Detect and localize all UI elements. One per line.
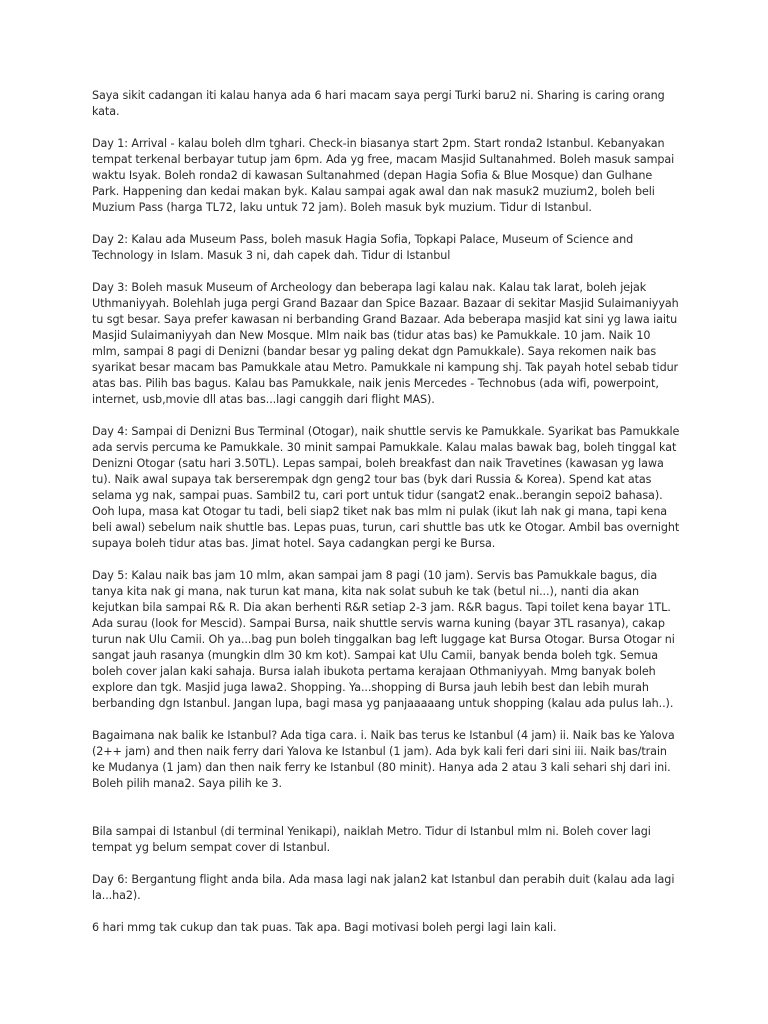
day-6-paragraph: Day 6: Bergantung flight anda bila. Ada masa lagi nak jalan2 kat Istanbul dan perabih duit (kalau ada lagi la...ha2). (92, 873, 675, 902)
document-page (92, 88, 680, 952)
day-4-paragraph: Day 4: Sampai di Denizni Bus Terminal (Otogar), naik shuttle servis ke Pamukkale. Syarikat bas Pamukkale ada servis percuma ke Pamukkale. 30 minit sampai Pamukkale. Kalau malas bawak bag, boleh tinggal kat Denizni Otogar (satu hari 3.50TL). Lepas sampai, boleh breakfast dan naik Travetines (kawasan yg lawa tu). Naik awal supaya tak berserempak dgn geng2 tour bas (byk dari Russia & Korea). Spend kat atas selama yg nak, sampai puas. Sambil2 tu, cari port untuk tidur (sangat2 enak..berangin sepoi2 bahasa). Ooh lupa, masa kat Otogar tu tadi, beli siap2 tiket nak bas mlm ni pulak (ikut lah nak gi mana, tapi kena beli awal) sebelum naik shuttle bas. Lepas puas, turun, cari shuttle bas utk ke Otogar. Ambil bas overnight supaya boleh tidur atas bas. Jimat hotel. Saya cadangkan pergi ke Bursa. (92, 425, 680, 550)
day-1-paragraph: Day 1: Arrival - kalau boleh dlm tghari. Check-in biasanya start 2pm. Start ronda2 Istanbul. Kebanyakan tempat terkenal berbayar tutup jam 6pm. Ada yg free, macam Masjid Sultanahmed. Boleh masuk sampai waktu Isyak. Boleh ronda2 di kawasan Sultanahmed (depan Hagia Sofia & Blue Mosque) dan Gulhane Park. Happening dan kedai makan byk. Kalau sampai agak awal dan nak masuk2 muzium2, boleh beli Muzium Pass (harga TL72, laku untuk 72 jam). Boleh masuk byk muzium. Tidur di Istanbul. (92, 137, 675, 214)
closing-paragraph: 6 hari mmg tak cukup dan tak puas. Tak apa. Bagi motivasi boleh pergi lagi lain kali. (92, 921, 557, 934)
day-5-paragraph: Day 5: Kalau naik bas jam 10 mlm, akan sampai jam 8 pagi (10 jam). Servis bas Pamukkale bagus, dia tanya kita nak gi mana, nak turun kat mana, kita nak solat subuh ke tak (betul ni...), nanti dia akan kejutkan bila sampai R& R. Dia akan berhenti R&R setiap 2-3 jam. R&R bagus. Tapi toilet kena bayar 1TL. Ada surau (look for Mescid). Sampai Bursa, naik shuttle servis warna kuning (bayar 3TL rasanya), cakap turun nak Ulu Camii. Oh ya...bag pun boleh tinggalkan bag left luggage kat Bursa Otogar. Bursa Otogar ni sangat jauh rasanya (mungkin dlm 30 km kot). Sampai kat Ulu Camii, banyak benda boleh tgk. Semua boleh cover jalan kaki sahaja. Bursa ialah ibukota pertama kerajaan Othmaniyyah. Mmg banyak boleh explore dan tgk. Masjid juga lawa2. Shopping. Ya...shopping di Bursa jauh lebih best dan lebih murah berbanding dgn Istanbul. Jangan lupa, bagi masa yg panjaaaaang untuk shopping (kalau ada pulus lah..). (92, 569, 675, 710)
day-3-paragraph: Day 3: Boleh masuk Museum of Archeology dan beberapa lagi kalau nak. Kalau tak larat, boleh jejak Uthmaniyyah. Bolehlah juga pergi Grand Bazaar dan Spice Bazaar. Bazaar di sekitar Masjid Sulaimaniyyah tu sgt besar. Saya prefer kawasan ni berbanding Grand Bazaar. Ada beberapa masjid kat sini yg lawa iaitu Masjid Sulaimaniyyah dan New Mosque. Mlm naik bas (tidur atas bas) ke Pamukkale. 10 jam. Naik 10 mlm, sampai 8 pagi di Denizni (bandar besar yg paling dekat dgn Pamukkale). Saya rekomen naik bas syarikat besar macam bas Pamukkale atau Metro. Pamukkale ni kampung shj. Tak payah hotel sebab tidur atas bas. Pilih bas bagus. Kalau bas Pamukkale, naik jenis Mercedes - Technobus (ada wifi, powerpoint, internet, usb,movie dll atas bas...lagi canggih dari flight MAS). (92, 281, 679, 406)
istanbul-arrival-paragraph: Bila sampai di Istanbul (di terminal Yenikapi), naiklah Metro. Tidur di Istanbul mlm ni. Boleh cover lagi tempat yg belum sempat cover di Istanbul. (92, 825, 651, 854)
day-2-paragraph: Day 2: Kalau ada Museum Pass, boleh masuk Hagia Sofia, Topkapi Palace, Museum of Science and Technology in Islam. Masuk 3 ni, dah capek dah. Tidur di Istanbul (92, 233, 634, 262)
return-options-paragraph: Bagaimana nak balik ke Istanbul? Ada tiga cara. i. Naik bas terus ke Istanbul (4 jam) ii. Naik bas ke Yalova (2++ jam) and then naik ferry dari Yalova ke Istanbul (1 jam). Ada byk kali feri dari sini iii. Naik bas/train ke Mudanya (1 jam) dan then naik ferry ke Istanbul (80 minit). Hanya ada 2 atau 3 kali sehari shj dari ini. Boleh pilih mana2. Saya pilih ke 3. (92, 729, 675, 790)
intro-paragraph: Saya sikit cadangan iti kalau hanya ada 6 hari macam saya pergi Turki baru2 ni. Sharing is caring orang kata. (92, 89, 665, 118)
